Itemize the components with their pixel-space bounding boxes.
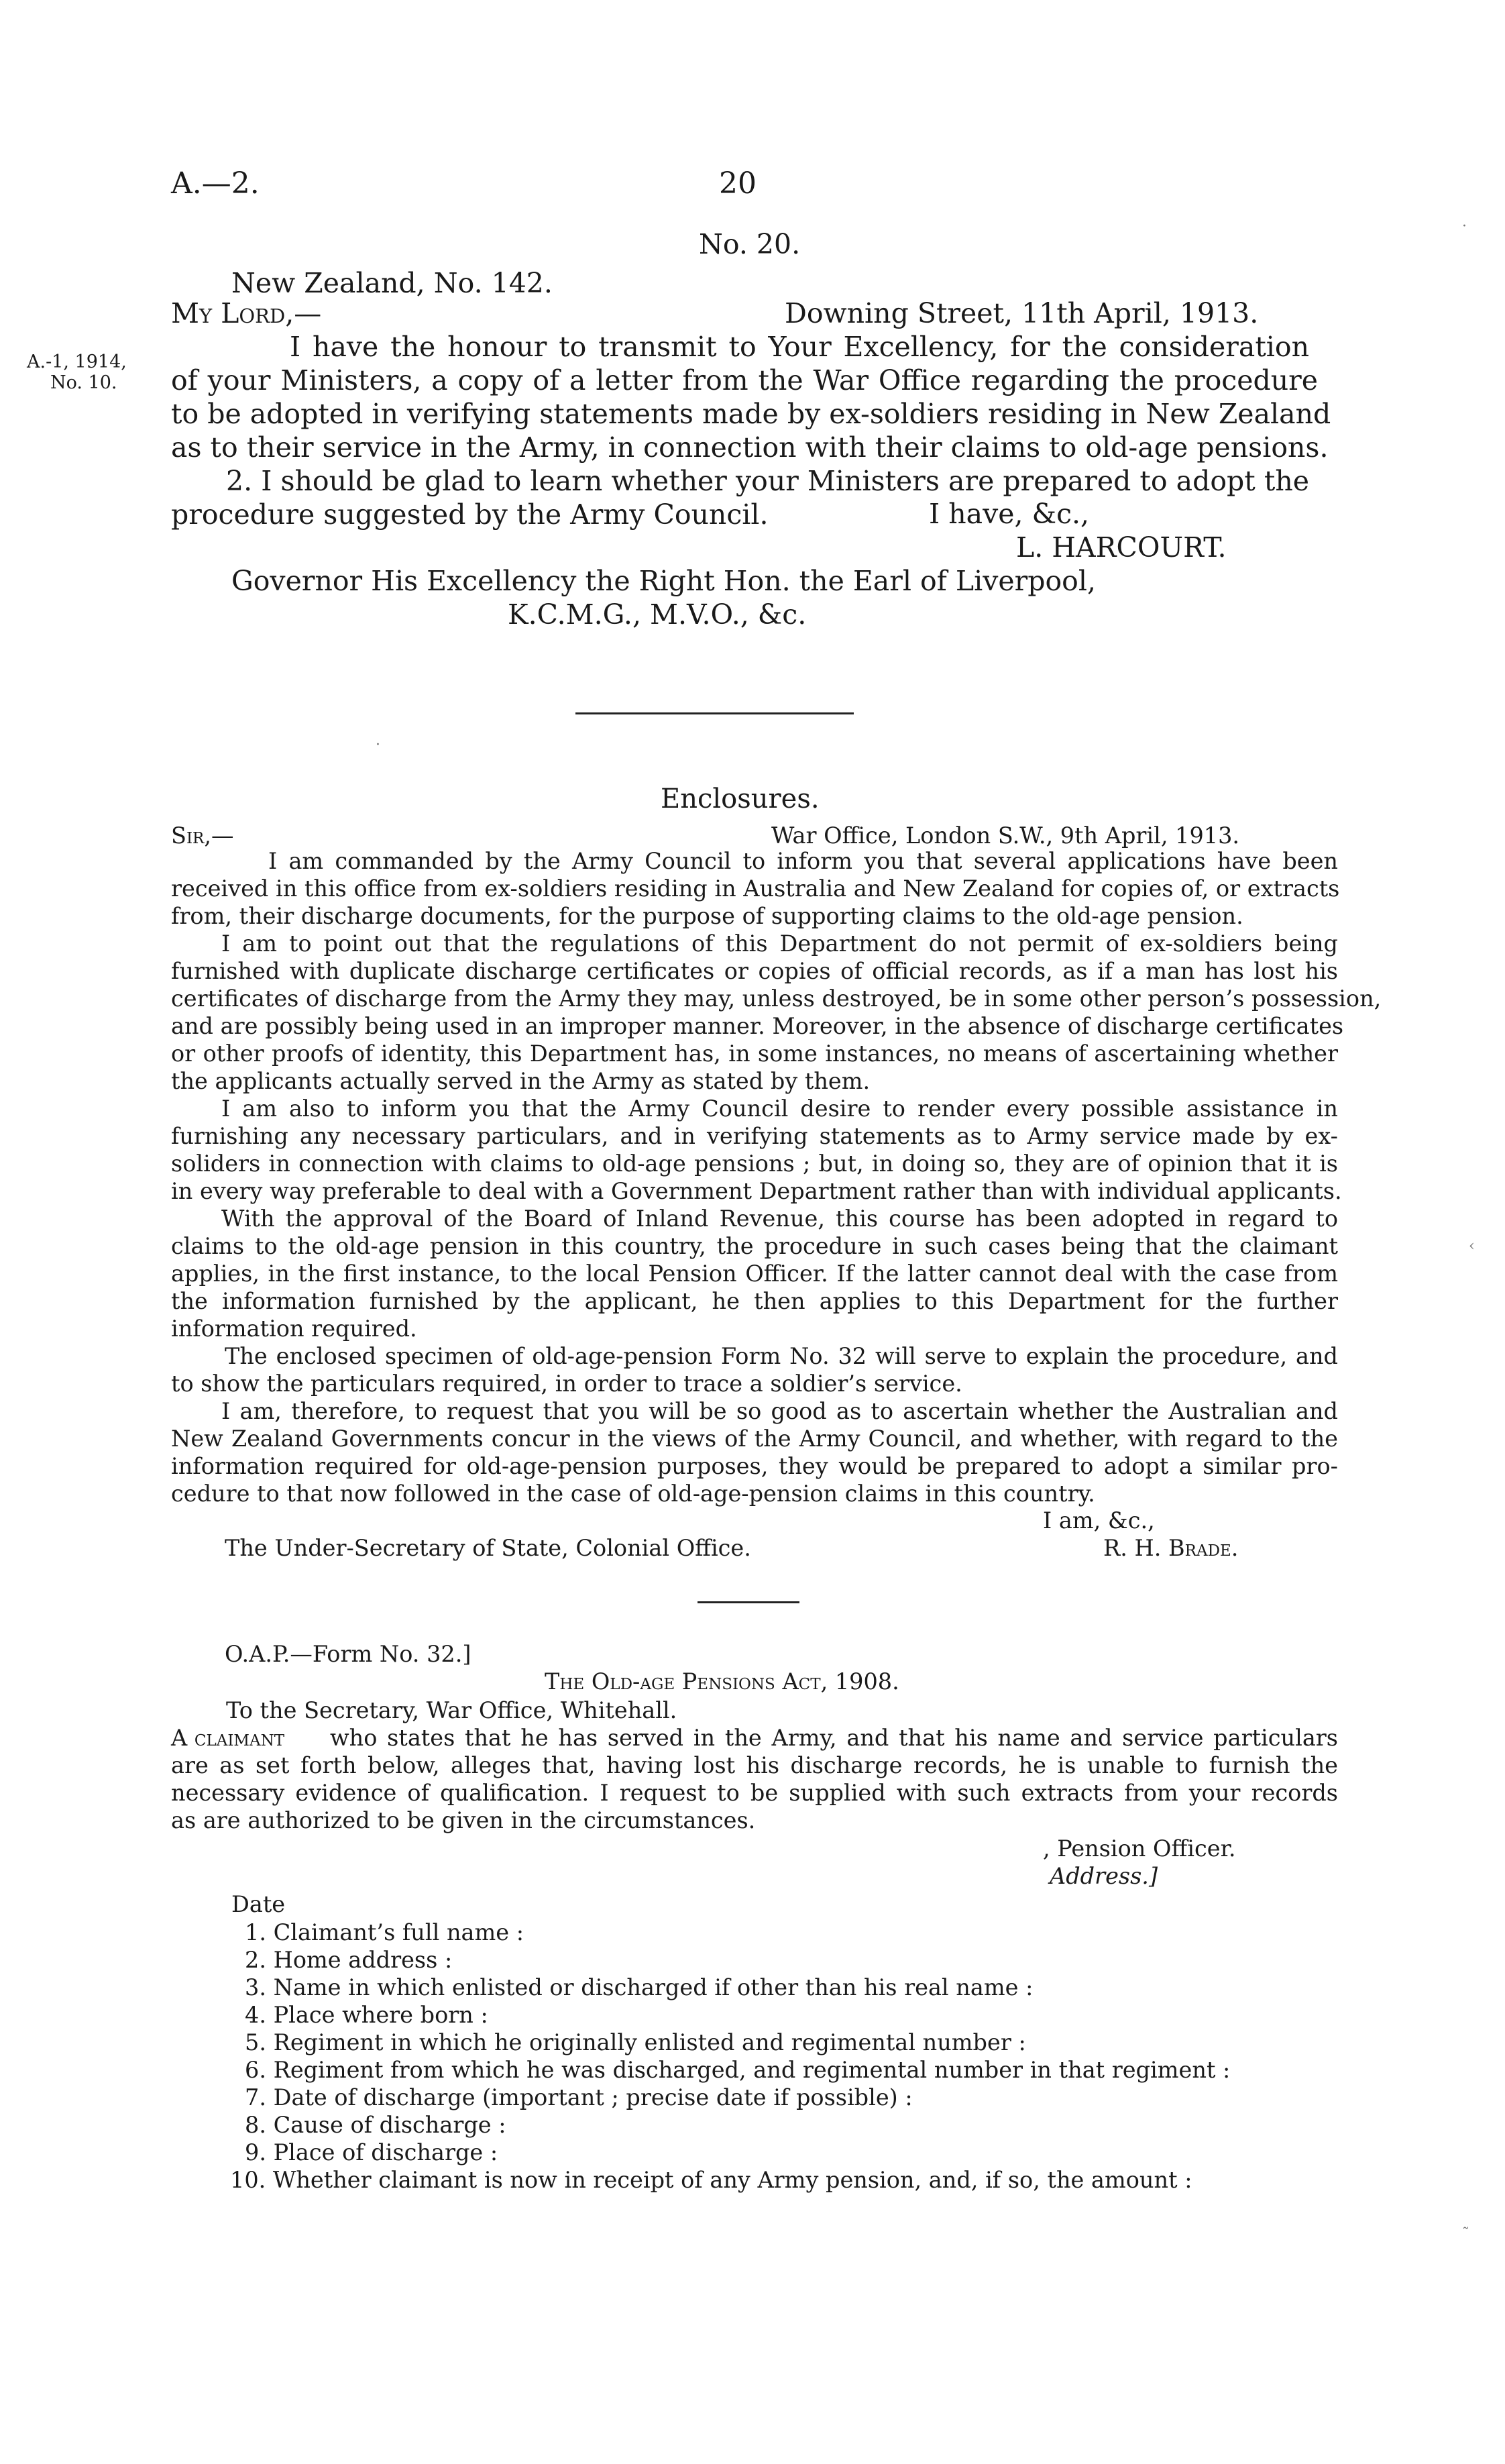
despatch-line: 2. I should be glad to learn whether your Ministers are prepared to adopt the (226, 465, 1309, 497)
form-body-line: necessary evidence of qualification. I request to be supplied with such extracts from your records (171, 1780, 1338, 1806)
scan-speck: · (376, 737, 380, 753)
despatch-line: as to their service in the Army, in connection with their claims to old-age pensions. (171, 431, 1329, 464)
enclosure-salutation: Sir,— (171, 822, 234, 849)
margin-ref: A.-1, 1914, (27, 352, 127, 372)
enclosure-line: I am, therefore, to request that you will be so good as to ascertain whether the Australian and (221, 1398, 1338, 1424)
despatch-nz-number: New Zealand, No. 142. (231, 267, 553, 299)
form-address: Address.] (1050, 1863, 1158, 1889)
enclosure-line: to show the particulars required, in order to trace a soldier’s service. (171, 1371, 962, 1397)
form-pension-officer: , Pension Officer. (1043, 1835, 1236, 1862)
scan-speck: ˜ (1462, 2226, 1469, 2243)
section-divider (575, 712, 854, 714)
enclosure-line: furnished with duplicate discharge certificates or copies of official records, as if a man has lost his (171, 958, 1338, 984)
enclosure-line: or other proofs of identity, this Department has, in some instances, no means of ascertaining whether (171, 1040, 1338, 1067)
form-body-line: as are authorized to be given in the circumstances. (171, 1807, 756, 1833)
despatch-salutation: My Lord,— (171, 297, 322, 329)
enclosure-line: and are possibly being used in an improper manner. Moreover, in the absence of discharge certificates (171, 1013, 1344, 1039)
form-item: 8. Cause of discharge : (245, 2112, 506, 2138)
enclosure-line: received in this office from ex-soldiers residing in Australia and New Zealand for copies of, or extracts (171, 875, 1340, 902)
form-item: 3. Name in which enlisted or discharged if other than his real name : (245, 1974, 1034, 2000)
enclosure-line: With the approval of the Board of Inland Revenue, this course has been adopted in regard to (221, 1206, 1338, 1232)
form-body-line: are as set forth below, alleges that, having lost his discharge records, he is unable to furnish the (171, 1752, 1338, 1778)
form-item: 6. Regiment from which he was discharged, and regimental number in that regiment : (245, 2057, 1231, 2083)
form-ref: O.A.P.—Form No. 32.] (225, 1641, 471, 1667)
despatch-place-date: Downing Street, 11th April, 1913. (785, 297, 1259, 329)
margin-ref-number: No. 10. (50, 372, 117, 393)
despatch-signature: L. HARCOURT. (1016, 531, 1227, 564)
despatch-line: procedure suggested by the Army Council. (171, 498, 769, 531)
form-item: 1. Claimant’s full name : (245, 1919, 524, 1945)
enclosure-line: information required. (171, 1316, 417, 1342)
despatch-line: to be adopted in verifying statements made by ex-soldiers residing in New Zealand (171, 398, 1331, 430)
enclosure-line: soliders in connection with claims to old-age pensions ; but, in doing so, they are of opinion that it is (171, 1150, 1338, 1177)
form-date-label: Date (231, 1891, 286, 1917)
enclosure-line: I am commanded by the Army Council to inform you that several applications have been (268, 848, 1338, 874)
enclosure-line: information required for old-age-pension purposes, they would be prepared to adopt a similar pro- (171, 1453, 1338, 1479)
form-body-line: who states that he has served in the Army, and that his name and service particulars (330, 1725, 1338, 1751)
form-item: 10. Whether claimant is now in receipt of any Army pension, and, if so, the amount : (230, 2167, 1192, 2193)
enclosure-line: New Zealand Governments concur in the views of the Army Council, and whether, with regard to the (171, 1426, 1338, 1452)
enclosure-line: the applicants actually served in the Army as stated by them. (171, 1068, 871, 1094)
form-item: 7. Date of discharge (important ; precise date if possible) : (245, 2084, 913, 2110)
enclosure-line: applies, in the first instance, to the local Pension Officer. If the latter cannot deal with the case from (171, 1261, 1338, 1287)
page-ref: A.—2. (171, 166, 260, 201)
despatch-number: No. 20. (699, 228, 801, 260)
enclosure-line: the information furnished by the applicant, he then applies to this Department for the further (171, 1288, 1338, 1314)
enclosure-line: certificates of discharge from the Army they may, unless destroyed, be in some other person’s possession, (171, 985, 1382, 1012)
despatch-closing: I have, &c., (929, 498, 1090, 530)
despatch-line: of your Ministers, a copy of a letter from the War Office regarding the procedure (171, 364, 1318, 396)
enclosure-signature: R. H. Brade. (1103, 1535, 1239, 1561)
enclosure-closing: I am, &c., (1043, 1507, 1155, 1534)
enclosure-line: from, their discharge documents, for the purpose of supporting claims to the old-age pension. (171, 903, 1243, 929)
scan-speck: ‹ (1469, 1238, 1475, 1254)
enclosure-line: I am to point out that the regulations of this Department do not permit of ex-soldiers being (221, 930, 1338, 957)
form-item: 9. Place of discharge : (245, 2139, 498, 2165)
section-divider (698, 1601, 799, 1603)
enclosure-line: I am also to inform you that the Army Council desire to render every possible assistance in (221, 1095, 1338, 1122)
form-to: To the Secretary, War Office, Whitehall. (226, 1697, 677, 1723)
enclosure-heading: Enclosures. (661, 784, 820, 814)
despatch-addressee: Governor His Excellency the Right Hon. the Earl of Liverpool, (231, 565, 1096, 597)
form-item: 5. Regiment in which he originally enlisted and regimental number : (245, 2029, 1026, 2055)
form-item: 4. Place where born : (245, 2002, 488, 2028)
enclosure-line: The enclosed specimen of old-age-pension Form No. 32 will serve to explain the procedure, and (225, 1343, 1338, 1369)
enclosure-line: in every way preferable to deal with a Government Department rather than with individual applicants. (171, 1178, 1342, 1204)
form-title: The Old-age Pensions Act, 1908. (545, 1668, 899, 1695)
enclosure-place-date: War Office, London S.W., 9th April, 1913. (771, 822, 1240, 849)
enclosure-line: furnishing any necessary particulars, and in verifying statements as to Army service made by ex- (171, 1123, 1338, 1149)
despatch-addressee-honours: K.C.M.G., M.V.O., &c. (508, 598, 807, 631)
enclosure-line: cedure to that now followed in the case of old-age-pension claims in this country. (171, 1481, 1095, 1507)
despatch-line: I have the honour to transmit to Your Excellency, for the consideration (290, 331, 1309, 363)
enclosure-recipient: The Under-Secretary of State, Colonial Office. (225, 1535, 751, 1561)
page-number: 20 (719, 166, 757, 201)
scan-speck: · (1462, 218, 1467, 235)
enclosure-line: claims to the old-age pension in this country, the procedure in such cases being that the claimant (171, 1233, 1338, 1259)
form-claimant-word: A claimant (171, 1725, 285, 1751)
form-item: 2. Home address : (245, 1947, 453, 1973)
